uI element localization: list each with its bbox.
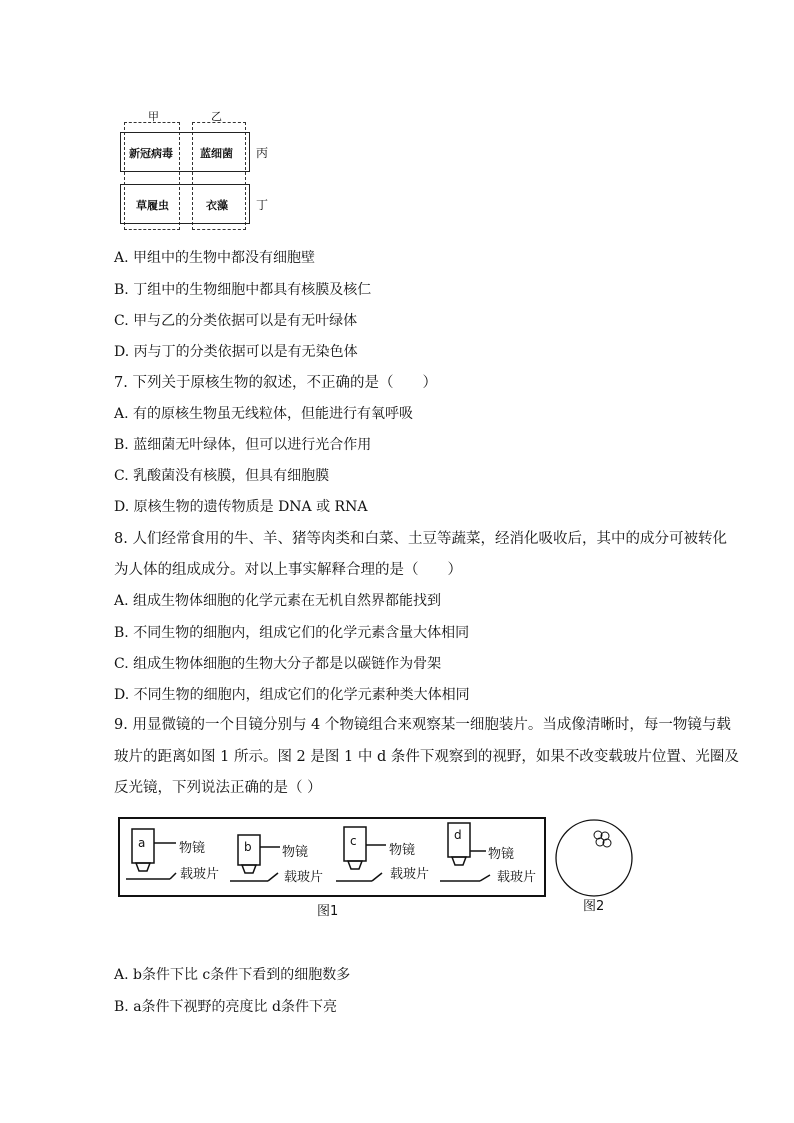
q7-stem: 7. 下列关于原核生物的叙述，不正确的是（ ）	[114, 375, 437, 391]
q8-stem-line1: 8. 人们经常食用的牛、羊、猪等肉类和白菜、土豆等蔬菜，经消化吸收后，其中的成分可被转化	[114, 531, 727, 547]
field-of-view-drawing	[554, 818, 634, 898]
objective-b-letter: b	[244, 840, 252, 854]
q9-stem-line2: 玻片的距离如图 1 所示。图 2 是图 1 中 d 条件下观察到的视野，如果不改变载玻片位置、光圈及	[114, 749, 739, 765]
row-label-bing: 丙	[256, 146, 269, 160]
q8-option-c: C. 组成生物体细胞的生物大分子都是以碳链作为骨架	[114, 656, 442, 672]
q8-option-b: B. 不同生物的细胞内，组成它们的化学元素含量大体相同	[114, 625, 470, 641]
objective-a-icon	[126, 829, 176, 879]
objective-a-letter: a	[138, 836, 146, 850]
q6-option-d: D. 丙与丁的分类依据可以是有无染色体	[114, 344, 358, 360]
objective-b-icon	[230, 835, 280, 881]
objective-d-letter: d	[454, 828, 462, 842]
q9-option-a: A. b条件下比 c条件下看到的细胞数多	[114, 967, 351, 983]
lens-label-d: 物镜	[488, 847, 515, 862]
col-label-jia: 甲	[148, 110, 159, 123]
col-label-yi: 乙	[211, 110, 222, 123]
figure-1-caption: 图1	[317, 904, 339, 919]
q7-option-a: A. 有的原核生物虽无线粒体，但能进行有氧呼吸	[114, 406, 414, 422]
objective-d-icon	[440, 823, 490, 881]
q6-option-b: B. 丁组中的生物细胞中都具有核膜及核仁	[114, 282, 372, 298]
cell-chlamydomonas: 衣藻	[206, 199, 228, 212]
field-of-view-circle	[556, 820, 632, 896]
q8-option-a: A. 组成生物体细胞的化学元素在无机自然界都能找到	[114, 593, 442, 609]
q9-stem-line1: 9. 用显微镜的一个目镜分别与 4 个物镜组合来观察某一细胞装片。当成像清晰时，每一物镜与载	[114, 717, 731, 733]
cells-cluster-icon	[594, 831, 611, 847]
slide-label-c: 载玻片	[390, 867, 430, 882]
figure-2-caption: 图2	[583, 899, 605, 914]
row-label-ding: 丁	[256, 198, 269, 212]
q6-option-c: C. 甲与乙的分类依据可以是有无叶绿体	[114, 313, 358, 329]
objective-c-letter: c	[350, 834, 357, 848]
q7-option-b: B. 蓝细菌无叶绿体，但可以进行光合作用	[114, 437, 372, 453]
objectives-drawing	[118, 817, 548, 897]
cell-paramecium: 草履虫	[136, 199, 169, 212]
slide-label-a: 载玻片	[180, 867, 220, 882]
lens-label-c: 物镜	[389, 843, 416, 858]
cell-covid: 新冠病毒	[129, 147, 173, 160]
lens-label-b: 物镜	[282, 845, 309, 860]
q7-option-d: D. 原核生物的遗传物质是 DNA 或 RNA	[114, 499, 368, 515]
q8-stem-line2: 为人体的组成成分。对以上事实解释合理的是（ ）	[114, 562, 462, 578]
objective-c-icon	[336, 827, 386, 881]
q9-stem-line3: 反光镜，下列说法正确的是（ ）	[114, 780, 322, 796]
lens-label-a: 物镜	[179, 841, 206, 856]
slide-label-b: 载玻片	[284, 870, 324, 885]
q9-option-b: B. a条件下视野的亮度比 d条件下亮	[114, 999, 337, 1015]
q6-option-a: A. 甲组中的生物中都没有细胞壁	[114, 250, 316, 266]
q8-option-d: D. 不同生物的细胞内，组成它们的化学元素种类大体相同	[114, 687, 470, 703]
slide-label-d: 载玻片	[497, 870, 537, 885]
cell-cyanobacteria: 蓝细菌	[200, 147, 233, 160]
q7-option-c: C. 乳酸菌没有核膜，但具有细胞膜	[114, 468, 330, 484]
